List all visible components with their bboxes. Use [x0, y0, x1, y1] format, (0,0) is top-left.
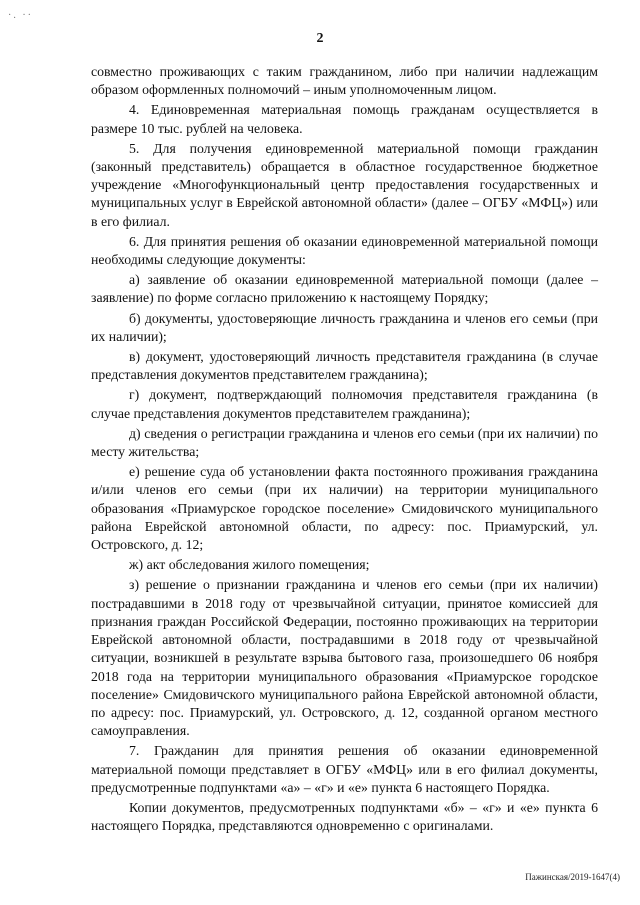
subitem-a: а) заявление об оказании единовременной материальной помощи (далее – заявление) по форме согласно приложению к настоящему Порядку;: [91, 272, 598, 306]
subitem-z: з) решение о признании гражданина и членов его семьи (при их наличии) пострадавшими в 2018 году от чрезвычайной ситуации, принятое комиссией для признания граждан Российской Федерации, постоянно проживающих на территории Еврейской автономной области, пострадавшими в 2018 году от чрезвычайной ситуации, возникшей в результате взрыва бытового газа, произошедшего 06 ноября 2018 года на территории муниципального образования «Приамурское городское поселение» Смидовичского муниципального района Еврейской автономной области, по адресу: пос. Приамурский, ул. Островского, д. 12, созданной органом местного самоуправления.: [91, 577, 598, 739]
paragraph-7: 7. Гражданин для принятия решения об оказании единовременной материальной помощи представляет в ОГБУ «МФЦ» или в его филиал документы, предусмотренные подпунктами «а» – «г» и «е» пункта 6 настоящего Порядка.: [91, 743, 598, 795]
document-code: Пажинская/2019-1647(4): [525, 872, 620, 882]
subitem-e: е) решение суда об установлении факта постоянного проживания гражданина и/или членов его семьи (при их наличии) на территории муниципального образования «Приамурское городское поселение» Смидовичского муниципального района Еврейской автономной области, по адресу: пос. Приамурский, ул. Островского, д. 12;: [91, 464, 598, 553]
paragraph-6: 6. Для принятия решения об оказании единовременной материальной помощи необходимы следующие документы:: [91, 233, 598, 268]
subitem-d: д) сведения о регистрации гражданина и членов его семьи (при их наличии) по месту жительства;: [91, 425, 598, 460]
paragraph-5: 5. Для получения единовременной материальной помощи гражданин (законный представитель) обращается в областное государственное бюджетное учреждение «Многофункциональный центр предоставления государственных и муниципальных услуг в Еврейской автономной области» (далее – ОГБУ «МФЦ») или в его филиал.: [91, 140, 598, 229]
subitem-b: б) документы, удостоверяющие личность гражданина и членов его семьи (при их наличии);: [91, 310, 598, 344]
paragraph-copies: Копии документов, предусмотренных подпунктами «б» – «г» и «е» пункта 6 настоящего Порядка, представляются одновременно с оригиналами.: [91, 799, 598, 834]
paragraph-continuation: совместно проживающих с таким гражданином, либо при наличии надлежащим образом оформленных полномочий – иным уполномоченным лицом.: [91, 64, 598, 98]
document-body: [91, 63, 598, 835]
subitem-v: в) документ, удостоверяющий личность представителя гражданина (в случае представления документов представителем гражданина);: [91, 349, 598, 383]
scan-corner-marks: ·. ··: [8, 10, 33, 21]
subitem-zh: ж) акт обследования жилого помещения;: [129, 557, 370, 573]
paragraph-4: 4. Единовременная материальная помощь гражданам осуществляется в размере 10 тыс. рублей на человека.: [91, 102, 598, 136]
subitem-g: г) документ, подтверждающий полномочия представителя гражданина (в случае представления документов представителем гражданина);: [91, 387, 598, 421]
page-number: 2: [316, 31, 324, 46]
